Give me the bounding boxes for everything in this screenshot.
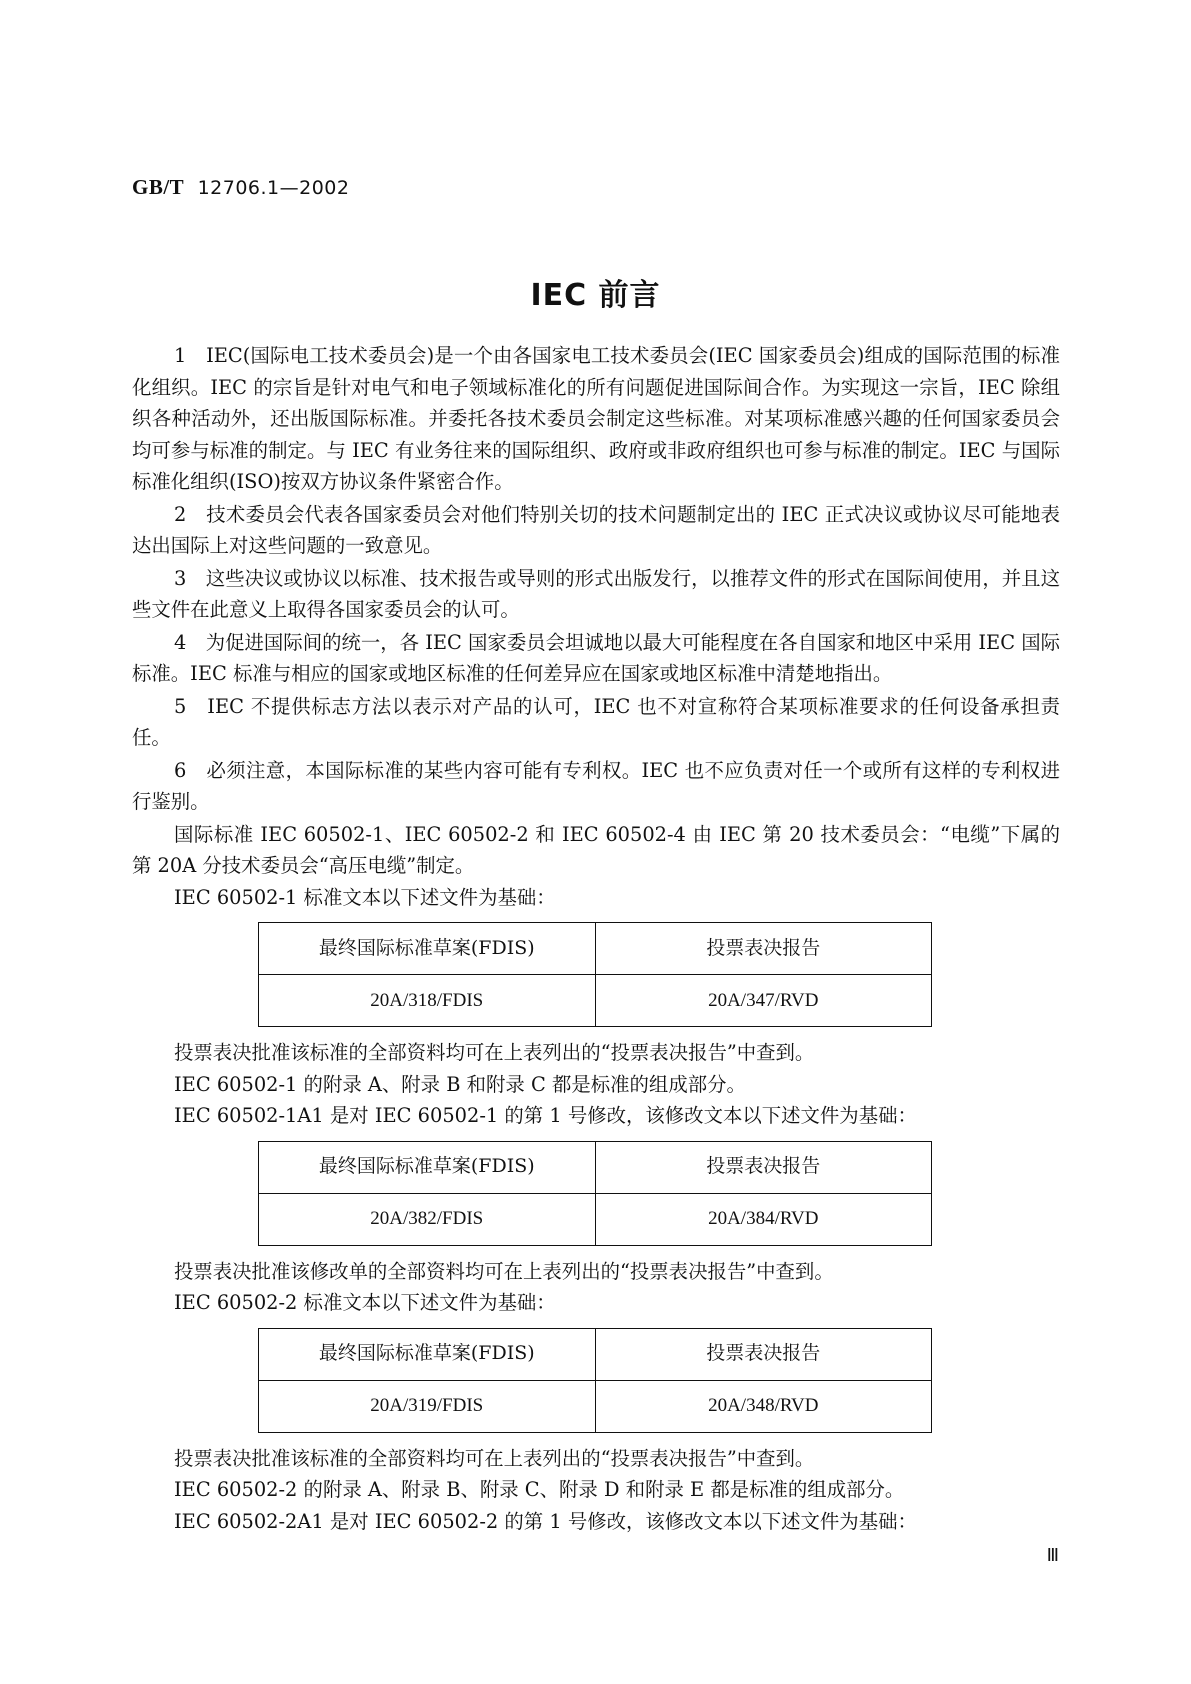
table-header-rvd: 投票表决报告 bbox=[595, 923, 932, 975]
table-row bbox=[259, 1380, 932, 1432]
rvd-cell: 20A/347/RVD bbox=[595, 975, 932, 1027]
table-header-row bbox=[259, 1141, 932, 1193]
table-header-row bbox=[259, 1328, 932, 1380]
paragraph-after-table-3a: 投票表决批准该标准的全部资料均可在上表列出的“投票表决报告”中查到。 bbox=[174, 1446, 815, 1470]
fdis-cell: 20A/319/FDIS bbox=[259, 1380, 596, 1432]
table-header-fdis: 最终国际标准草案(FDIS) bbox=[259, 923, 596, 975]
document-header bbox=[132, 175, 350, 200]
fdis-cell: 20A/382/FDIS bbox=[259, 1193, 596, 1245]
paragraph-after-table-1c: IEC 60502-1A1 是对 IEC 60502-1 的第 1 号修改，该修改文本以下述文件为基础： bbox=[174, 1104, 917, 1127]
paragraph-after-table-3b: IEC 60502-2 的附录 A、附录 B、附录 C、附录 D 和附录 E 都是标准的组成部分。 bbox=[174, 1478, 905, 1501]
paragraph-6: 6 必须注意，本国际标准的某些内容可能有专利权。IEC 也不应负责对任一个或所有这样的专利权进行鉴别。 bbox=[132, 758, 1060, 813]
paragraph-after-table-1b: IEC 60502-1 的附录 A、附录 B 和附录 C 都是标准的组成部分。 bbox=[174, 1072, 746, 1096]
paragraph-1: 1 IEC(国际电工技术委员会)是一个由各国家电工技术委员会(IEC 国家委员会)组成的国际范围的标准化组织。IEC 的宗旨是针对电气和电子领域标准化的所有问题促进国际间合作。为实现这一宗旨，IEC 除组织各种活动外，还出版国际标准。并委托各技术委员会制定这些标准。对某项标准感兴趣的任何国家委员会均可参与标准的制定。与 IEC 有业务往来的国际组织、政府或非政府组织也可参与标准的制定。IEC 与国际标准化组织(ISO)按双方协议条件紧密合作。 bbox=[132, 344, 1060, 493]
paragraph-after-table-2b: IEC 60502-2 标准文本以下述文件为基础： bbox=[174, 1291, 556, 1314]
table-header-fdis: 最终国际标准草案(FDIS) bbox=[259, 1141, 596, 1193]
paragraph-5: 5 IEC 不提供标志方法以表示对产品的认可，IEC 也不对宣称符合某项标准要求的任何设备承担责任。 bbox=[132, 694, 1060, 749]
page-title: IEC 前言 bbox=[530, 278, 661, 313]
paragraph-3: 3 这些决议或协议以标准、技术报告或导则的形式出版发行，以推荐文件的形式在国际间使用，并且这些文件在此意义上取得各国家委员会的认可。 bbox=[132, 566, 1060, 621]
paragraph-after-table-1a: 投票表决批准该标准的全部资料均可在上表列出的“投票表决报告”中查到。 bbox=[174, 1041, 815, 1064]
rvd-cell: 20A/384/RVD bbox=[595, 1193, 932, 1245]
voting-table-3 bbox=[258, 1328, 932, 1433]
paragraph-development: 国际标准 IEC 60502-1、IEC 60502-2 和 IEC 60502-4 由 IEC 第 20 技术委员会：“电缆”下属的第 20A 分技术委员会“高压电缆”制定。 bbox=[132, 822, 1060, 877]
fdis-cell: 20A/318/FDIS bbox=[259, 975, 596, 1027]
voting-table-2 bbox=[258, 1141, 932, 1246]
table-row bbox=[259, 975, 932, 1027]
paragraph-basis-1: IEC 60502-1 标准文本以下述文件为基础： bbox=[174, 885, 556, 909]
paragraph-after-table-2a: 投票表决批准该修改单的全部资料均可在上表列出的“投票表决报告”中查到。 bbox=[174, 1259, 834, 1283]
table-header-fdis: 最终国际标准草案(FDIS) bbox=[259, 1328, 596, 1380]
table-header-rvd: 投票表决报告 bbox=[595, 1141, 932, 1193]
paragraph-after-table-3c: IEC 60502-2A1 是对 IEC 60502-2 的第 1 号修改，该修改文本以下述文件为基础： bbox=[174, 1509, 917, 1533]
table-row bbox=[259, 1193, 932, 1245]
standard-number: 12706.1—2002 bbox=[197, 177, 350, 199]
paragraph-4: 4 为促进国际间的统一，各 IEC 国家委员会坦诚地以最大可能程度在各自国家和地区中采用 IEC 国际标准。IEC 标准与相应的国家或地区标准的任何差异应在国家或地区标准中清楚地指出。 bbox=[132, 630, 1060, 685]
voting-table-1 bbox=[258, 922, 932, 1027]
table-header-rvd: 投票表决报告 bbox=[595, 1328, 932, 1380]
table-header-row bbox=[259, 923, 932, 975]
paragraph-2: 2 技术委员会代表各国家委员会对他们特别关切的技术问题制定出的 IEC 正式决议或协议尽可能地表达出国际上对这些问题的一致意见。 bbox=[132, 502, 1060, 557]
rvd-cell: 20A/348/RVD bbox=[595, 1380, 932, 1432]
standard-code: GB/T bbox=[132, 175, 184, 199]
page-number: Ⅲ bbox=[1046, 1545, 1059, 1565]
document-body bbox=[132, 340, 1060, 1537]
